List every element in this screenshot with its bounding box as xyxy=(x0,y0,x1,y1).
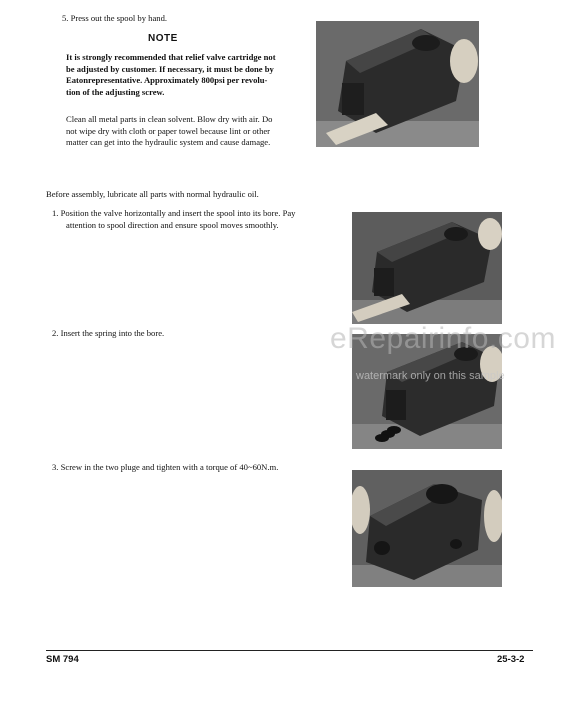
clean-line-3: matter can get into the hydraulic system and cause damage. xyxy=(66,137,271,147)
note-line-1: It is strongly recommended that relief valve cartridge not xyxy=(66,52,276,62)
note-line-2: be adjusted by customer. If necessary, it must be done by xyxy=(66,63,274,74)
photo-insert-spool xyxy=(352,212,502,324)
step-1-line-2: attention to spool direction and ensure spool moves smoothly. xyxy=(66,219,279,230)
clean-line-2: not wipe dry with cloth or paper towel because lint or other xyxy=(66,125,271,136)
assembly-intro-text: Before assembly, lubricate all parts with normal hydraulic oil. xyxy=(46,189,259,199)
footer-page-number: 25-3-2 xyxy=(497,654,525,665)
note-title: NOTE xyxy=(148,33,178,44)
photo-install-plugs xyxy=(352,470,502,587)
note-line-3: Eatonrepresentative. Approximately 800psi per revolu- xyxy=(66,75,268,85)
photo-spool-removal xyxy=(316,21,479,147)
step-2-text: 2. Insert the spring into the bore. xyxy=(52,328,165,338)
step-5-text: 5. Press out the spool by hand. xyxy=(62,13,168,23)
watermark-text: eRepairinfo.com xyxy=(330,322,556,355)
footer-rule xyxy=(46,650,533,651)
step-1-line-1: 1. Position the valve horizontally and insert the spool into its bore. Pay xyxy=(52,208,296,218)
footer-manual-code: SM 794 xyxy=(46,654,79,665)
note-line-4: tion of the adjusting screw. xyxy=(66,86,165,97)
watermark-subtext: watermark only on this sample xyxy=(356,370,505,382)
step-3-text: 3. Screw in the two pluge and tighten with a torque of 40~60N.m. xyxy=(52,462,279,472)
clean-line-1: Clean all metal parts in clean solvent. Blow dry with air. Do xyxy=(66,114,273,124)
